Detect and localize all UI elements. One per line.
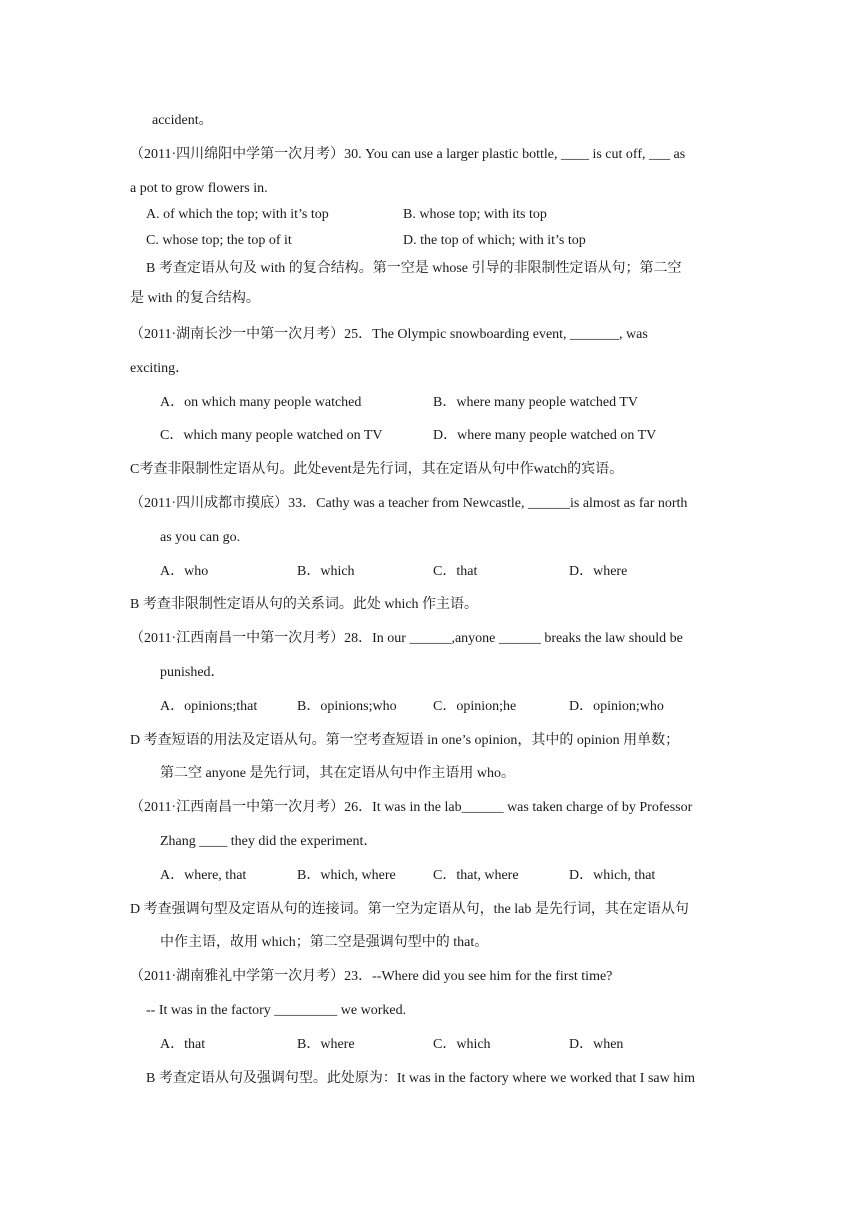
option-b: B．which [297, 564, 355, 579]
option-c: C．which many people watched on TV [160, 428, 383, 443]
question-stem: as you can go. [160, 530, 241, 545]
answer-explanation: C考查非限制性定语从句。此处event是先行词，其在定语从句中作watch的宾语。 [130, 462, 624, 477]
option-c: C．that [433, 564, 478, 579]
option-a: A．opinions;that [160, 699, 258, 714]
question-stem: （2011·四川成都市摸底）33．Cathy was a teacher from Newcastle, ______is almost as far north [130, 496, 688, 511]
option-c: C．which [433, 1037, 491, 1052]
answer-explanation: 第二空 anyone 是先行词，其在定语从句中作主语用 who。 [160, 766, 516, 781]
answer-explanation: B 考查定语从句及强调句型。此处原为：It was in the factory where we worked that I saw him [146, 1071, 696, 1086]
option-b: B．where [297, 1037, 355, 1052]
option-a: A．that [160, 1037, 206, 1052]
option-d: D．opinion;who [569, 699, 664, 714]
question-stem: -- It was in the factory _________ we worked. [146, 1003, 407, 1018]
option-b: B．which, where [297, 868, 396, 883]
question-stem: （2011·江西南昌一中第一次月考）26．It was in the lab______ was taken charge of by Professor [130, 800, 693, 815]
continuation-text: accident。 [152, 113, 213, 128]
option-c: C．that, where [433, 868, 519, 883]
question-stem: （2011·湖南长沙一中第一次月考）25．The Olympic snowboarding event, _______, was [130, 327, 648, 342]
option-b: B. whose top; with its top [403, 207, 547, 222]
option-a: A．where, that [160, 868, 247, 883]
option-a: A．who [160, 564, 209, 579]
option-c: C．opinion;he [433, 699, 517, 714]
option-a: A．on which many people watched [160, 395, 362, 410]
question-stem: （2011·江西南昌一中第一次月考）28．In our ______,anyone ______ breaks the law should be [130, 631, 683, 646]
question-stem: punished． [160, 665, 225, 680]
question-stem: Zhang ____ they did the experiment． [160, 834, 378, 849]
answer-explanation: D 考查强调句型及定语从句的连接词。第一空为定语从句，the lab 是先行词，其在定语从句 [130, 902, 689, 917]
option-a: A. of which the top; with it’s top [146, 207, 329, 222]
question-stem: exciting． [130, 361, 190, 376]
option-d: D．which, that [569, 868, 656, 883]
answer-explanation: B 考查定语从句及 with 的复合结构。第一空是 whose 引导的非限制性定语从句；第二空 [146, 261, 682, 276]
option-d: D．where [569, 564, 628, 579]
option-d: D．where many people watched on TV [433, 428, 657, 443]
answer-explanation: 中作主语，故用 which；第二空是强调句型中的 that。 [160, 935, 489, 950]
option-c: C. whose top; the top of it [146, 233, 292, 248]
option-b: B．opinions;who [297, 699, 397, 714]
option-d: D. the top of which; with it’s top [403, 233, 586, 248]
option-d: D．when [569, 1037, 624, 1052]
answer-explanation: D 考查短语的用法及定语从句。第一空考查短语 in one’s opinion，其中的 opinion 用单数； [130, 733, 680, 748]
answer-explanation: 是 with 的复合结构。 [130, 291, 260, 306]
question-stem: （2011·四川绵阳中学第一次月考）30. You can use a larger plastic bottle, ____ is cut off, ___ as [130, 147, 686, 162]
answer-explanation: B 考查非限制性定语从句的关系词。此处 which 作主语。 [130, 597, 479, 612]
question-stem: a pot to grow flowers in. [130, 181, 268, 196]
option-b: B．where many people watched TV [433, 395, 639, 410]
question-stem: （2011·湖南雅礼中学第一次月考）23．--Where did you see him for the first time? [130, 969, 613, 984]
